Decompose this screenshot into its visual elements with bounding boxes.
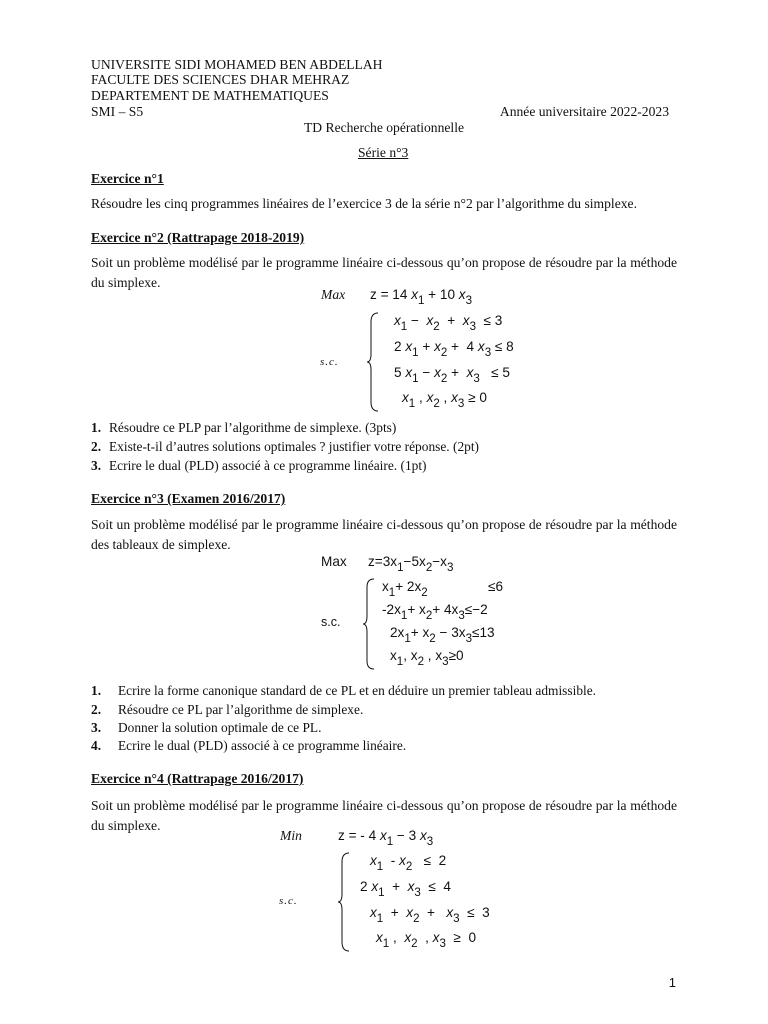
ex2-question-2: 2. Existe-t-il d’autres solutions optimales ? justifier votre réponse. (2pt) — [91, 439, 480, 454]
ex2-constraint-2: 2 $x_1 + x_2 + 4$ $x_3 \le 8$ — [394, 339, 514, 360]
program-label: SMI – S5 — [91, 104, 144, 119]
ex3-constraint-3: $2x_1+ x_2 - 3x_3\le 13$ — [390, 625, 495, 646]
ex2-constraints-label: s.c. — [320, 356, 339, 368]
ex3-nonnegativity: $x_1$, $x_2$ , $x_3\ge 0$ — [390, 648, 464, 669]
ex3-question-3: 3. Donner la solution optimale de ce PL. — [91, 720, 322, 735]
ex2-constraint-3: 5 $x_1 - x_2 + x_3 \le 5$ — [394, 365, 510, 386]
ex2-objective-label: Max — [321, 287, 346, 302]
exercise-3-intro: Soit un problème modélisé par le programme linéaire ci-dessous qu’on propose de résoudre par la méthode des tableaux de simplexe. — [91, 517, 677, 552]
department-name: DEPARTEMENT DE MATHEMATIQUES — [91, 88, 329, 103]
series-title: Série n°3 — [358, 145, 409, 160]
ex3-objective-function: $z=3x_1-5x_2-x_3$ — [368, 554, 454, 575]
ex3-question-2: 2. Résoudre ce PL par l’algorithme de simplexe. — [91, 702, 364, 717]
academic-year: Année universitaire 2022-2023 — [499, 104, 669, 119]
ex3-constraint-1: $x_1+ 2x_2$ — [382, 579, 428, 600]
ex2-question-1: 1. Résoudre ce PLP par l’algorithme de simplexe. (3pts) — [91, 420, 397, 435]
ex3-constraint-2: $-2x_1+ x_2+ 4x_3\le-2$ — [382, 602, 488, 623]
ex3-objective-label: Max — [321, 554, 347, 569]
ex3-constraint-brace — [362, 578, 376, 670]
ex3-question-4: 4. Ecrire le dual (PLD) associé à ce programme linéaire. — [91, 738, 407, 753]
exercise-2-title: Exercice n°2 (Rattrapage 2018-2019) — [91, 230, 305, 245]
ex4-constraint-brace — [337, 852, 351, 952]
ex4-constraint-2: 2 $x_1 + x_3 \le 4$ — [360, 879, 451, 900]
ex3-constraints-label: s.c. — [321, 615, 341, 629]
ex4-constraints-label: s.c. — [279, 895, 298, 907]
ex4-objective-function: z = - 4 $x_1 - 3$ $x_3$ — [338, 828, 434, 849]
ex4-constraint-3: $x_1 + x_2 + x_3 \le 3$ — [370, 905, 490, 926]
ex2-nonnegativity: $x_1$ , $x_2$ , $x_3 \ge 0$ — [402, 390, 487, 411]
ex2-constraint-1: $x_1 - x_2 + x_3 \le 3$ — [394, 313, 503, 334]
ex2-objective-function: z = 14 $x_1 + 10$ $x_3$ — [370, 287, 473, 308]
ex4-objective-label: Min — [280, 828, 302, 843]
ex3-question-1: 1. Ecrire la forme canonique standard de ce PL et en déduire un premier tableau admissible. — [91, 683, 597, 698]
course-title: TD Recherche opérationnelle — [303, 120, 465, 135]
exercise-1-title: Exercice n°1 — [91, 171, 164, 186]
exercise-4-intro: Soit un problème modélisé par le programme linéaire ci-dessous qu’on propose de résoudre par la méthode du simplexe. — [91, 798, 677, 833]
faculty-name: FACULTE DES SCIENCES DHAR MEHRAZ — [91, 72, 350, 87]
ex2-constraint-brace — [366, 312, 380, 412]
ex3-constraint-1-rhs: ≤6 — [488, 579, 504, 594]
exercise-2-intro: Soit un problème modélisé par le programme linéaire ci-dessous qu’on propose de résoudre par la méthode du simplexe. — [91, 255, 677, 290]
ex4-constraint-1: $x_1 - x_2 \le 2$ — [370, 853, 447, 874]
ex4-nonnegativity: $x_1$ , $x_2$ , $x_3 \ge 0$ — [376, 930, 477, 951]
page-number: 1 — [668, 975, 676, 990]
ex2-question-3: 3. Ecrire le dual (PLD) associé à ce programme linéaire. (1pt) — [91, 458, 427, 473]
exercise-3-title: Exercice n°3 (Examen 2016/2017) — [91, 491, 286, 506]
exercise-1-text: Résoudre les cinq programmes linéaires de l’exercice 3 de la série n°2 par l’algorithme du simplexe. — [91, 196, 637, 211]
university-name: UNIVERSITE SIDI MOHAMED BEN ABDELLAH — [91, 57, 383, 72]
exercise-4-title: Exercice n°4 (Rattrapage 2016/2017) — [91, 771, 304, 786]
